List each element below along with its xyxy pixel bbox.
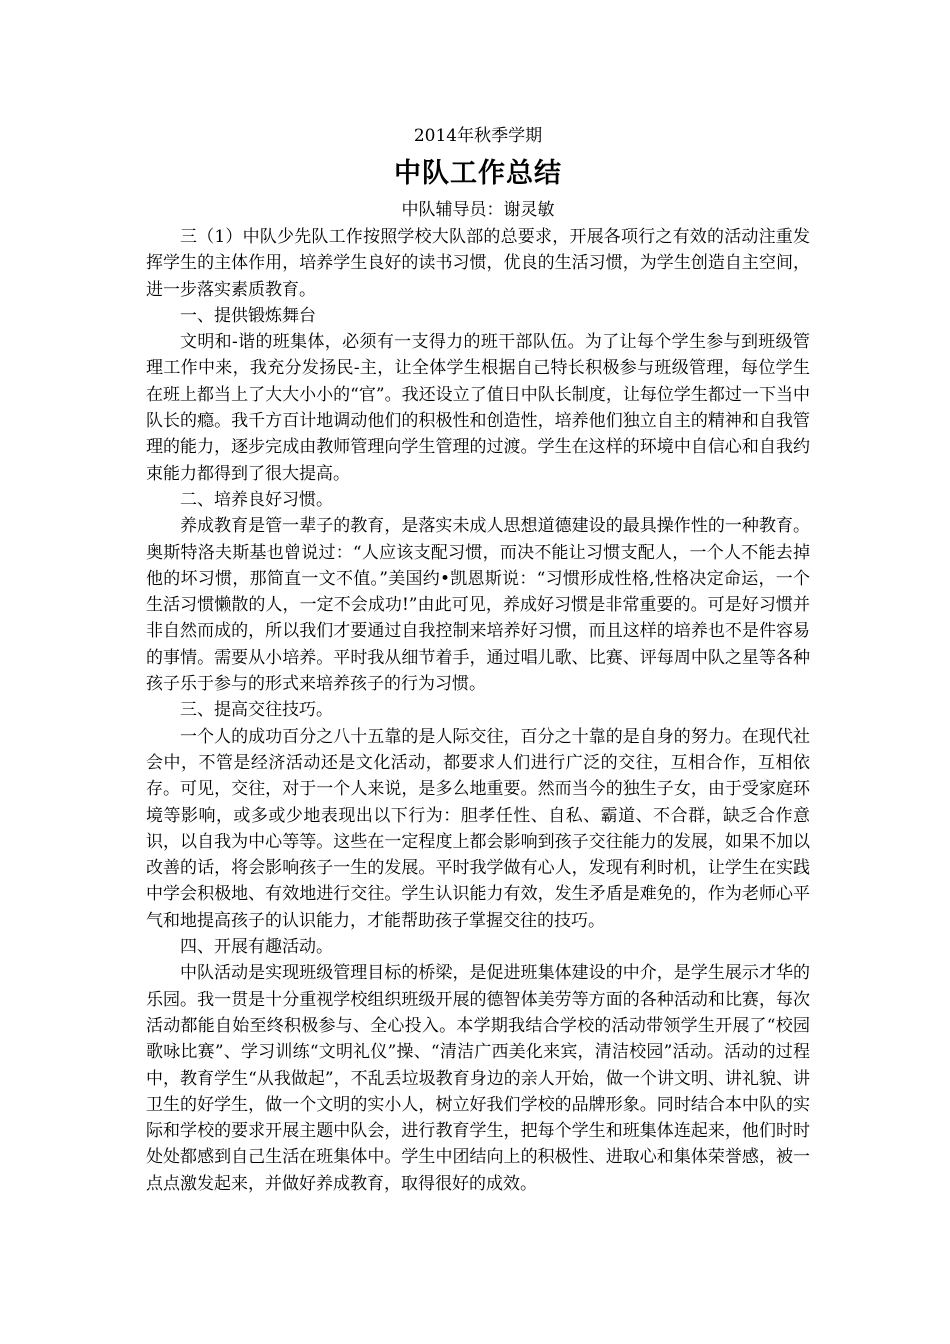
section-body-4: 中队活动是实现班级管理目标的桥梁，是促进班集体建设的中介，是学生展示才华的乐园。我一贯是十分重视学校组织班级开展的德智体美劳等方面的各种活动和比赛，每次活动都能自始至终积极参与、全心投入。本学期我结合学校的活动带领学生开展了“校园歌咏比赛”、学习训练“文明礼仪”操、“清洁广西美化来宾，清洁校园”活动。活动的过程中，教育学生“从我做起”，不乱丢垃圾教育身边的亲人开始，做一个讲文明、讲礼貌、讲卫生的好学生，做一个文明的实小人，树立好我们学校的品牌形象。同时结合本中队的实际和学校的要求开展主题中队会，进行教育学生，把每个学生和班集体连起来，他们时时处处都感到自己生活在班集体中。学生中团结向上的积极性、进取心和集体荣誉感，被一点点激发起来，并做好养成教育，取得很好的成效。 [146,963,810,1194]
section-body-1: 文明和-谐的班集体，必须有一支得力的班干部队伍。为了让每个学生参与到班级管理工作中来，我充分发扬民-主，让全体学生根据自己特长积极参与班级管理，每位学生在班上都当上了大大小小的“官”。我还设立了值日中队长制度，让每位学生都过一下当中队长的瘾。我千方百计地调动他们的积极性和创造性，培养他们独立自主的精神和自我管理的能力，逐步完成由教师管理向学生管理的过渡。学生在这样的环境中自信心和自我约束能力都得到了很大提高。 [146,332,810,484]
section-heading-3: 三、提高交往技巧。 [180,700,333,721]
section-heading-4: 四、开展有趣活动。 [180,937,333,958]
author-line: 中队辅导员：谢灵敏 [401,200,555,220]
term-label: 2014年秋季学期 [413,126,543,146]
document-page [146,122,810,1197]
section-heading-1: 一、提供锻炼舞台 [180,305,316,326]
document-title: 中队工作总结 [394,158,562,189]
section-heading-2: 二、培养良好习惯。 [180,489,333,510]
section-body-3: 一个人的成功百分之八十五靠的是人际交往，百分之十靠的是自身的努力。在现代社会中，不管是经济活动还是文化活动，都要求人们进行广泛的交往，互相合作，互相依存。可见，交往，对于一个人来说，是多么地重要。然而当今的独生子女，由于受家庭环境等影响，或多或少地表现出以下行为：胆孝任性、自私、霸道、不合群，缺乏合作意识，以自我为中心等等。这些在一定程度上都会影响到孩子交往能力的发展，如果不加以改善的话，将会影响孩子一生的发展。平时我学做有心人，发现有利时机，让学生在实践中学会积极地、有效地进行交往。学生认识能力有效，发生矛盾是难免的，作为老师心平气和地提高孩子的认识能力，才能帮助孩子掌握交往的技巧。 [146,726,810,931]
intro-paragraph: 三（1）中队少先队工作按照学校大队部的总要求，开展各项行之有效的活动注重发挥学生的主体作用，培养学生良好的读书习惯，优良的生活习惯，为学生创造自主空间，进一步落实素质教育。 [146,227,810,300]
section-body-2: 养成教育是管一辈子的教育，是落实未成人思想道德建设的最具操作性的一种教育。奥斯特洛夫斯基也曾说过：“人应该支配习惯，而决不能让习惯支配人，一个人不能去掉他的坏习惯，那简直一文不值。”美国约•凯恩斯说：“习惯形成性格,性格决定命运，一个生活习惯懒散的人，一定不会成功!”由此可见，养成好习惯是非常重要的。可是好习惯并非自然而成的，所以我们才要通过自我控制来培养好习惯，而且这样的培养也不是件容易的事情。需要从小培养。平时我从细节着手，通过唱儿歌、比赛、评每周中队之星等各种孩子乐于参与的形式来培养孩子的行为习惯。 [146,516,810,695]
